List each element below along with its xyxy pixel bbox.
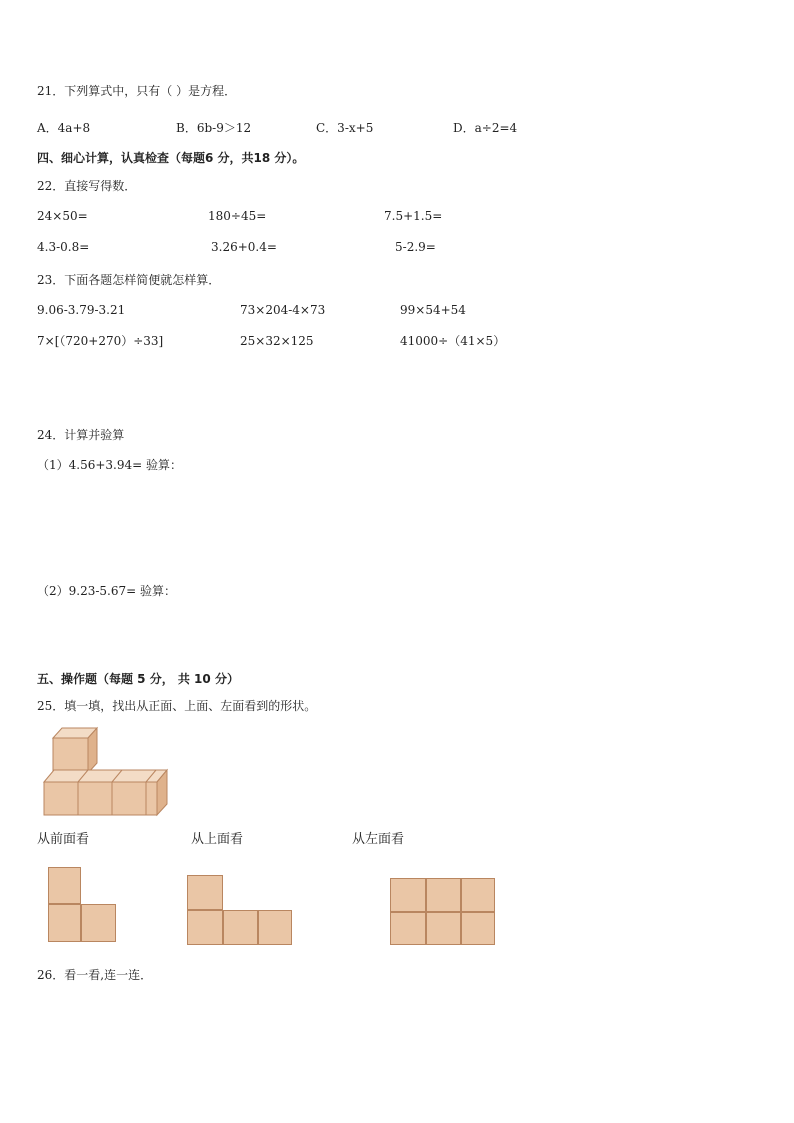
- cube-stack-illustration: [40, 722, 175, 818]
- question-21-stem: 21．下列算式中，只有（ ）是方程．: [37, 84, 237, 98]
- q22-problem: 3.26+0.4=: [211, 240, 277, 254]
- q23-problem: 99×54+54: [400, 303, 466, 317]
- question-23-stem: 23．下面各题怎样简便就怎样算．: [37, 273, 221, 287]
- q23-problem: 9.06-3.79-3.21: [37, 303, 126, 317]
- question-22-stem: 22．直接写得数．: [37, 179, 137, 193]
- q22-problem: 24×50=: [37, 209, 88, 223]
- q22-problem: 7.5+1.5=: [384, 209, 443, 223]
- q23-problem: 7×[（720+270）÷33]: [37, 334, 164, 348]
- option-b: B．6b-9＞12: [176, 121, 252, 135]
- question-24-stem: 24．计算并验算: [37, 428, 125, 442]
- section-4-title: 四、细心计算，认真检查（每题6 分，共18 分）。: [37, 151, 305, 165]
- option-a: A．4a+8: [37, 121, 91, 135]
- q22-problem: 5-2.9=: [395, 240, 436, 254]
- q23-problem: 41000÷（41×5）: [400, 334, 506, 348]
- left-view-label: 从左面看: [352, 832, 405, 847]
- option-c: C．3-x+5: [316, 121, 374, 135]
- question-25-stem: 25．填一填，找出从正面、上面、左面看到的形状。: [37, 699, 317, 713]
- option-d: D．a÷2=4: [453, 121, 518, 135]
- q22-problem: 180÷45=: [208, 209, 267, 223]
- top-view-label: 从上面看: [191, 832, 244, 847]
- q24-item-2: （2）9.23-5.67= 验算：: [37, 584, 176, 598]
- q23-problem: 73×204-4×73: [240, 303, 326, 317]
- q24-item-1: （1）4.56+3.94= 验算：: [37, 458, 182, 472]
- front-view-label: 从前面看: [37, 832, 90, 847]
- question-26-stem: 26．看一看,连一连．: [37, 968, 153, 982]
- q22-problem: 4.3-0.8=: [37, 240, 90, 254]
- q23-problem: 25×32×125: [240, 334, 314, 348]
- section-5-title: 五、操作题（每题 5 分， 共 10 分）: [37, 672, 239, 686]
